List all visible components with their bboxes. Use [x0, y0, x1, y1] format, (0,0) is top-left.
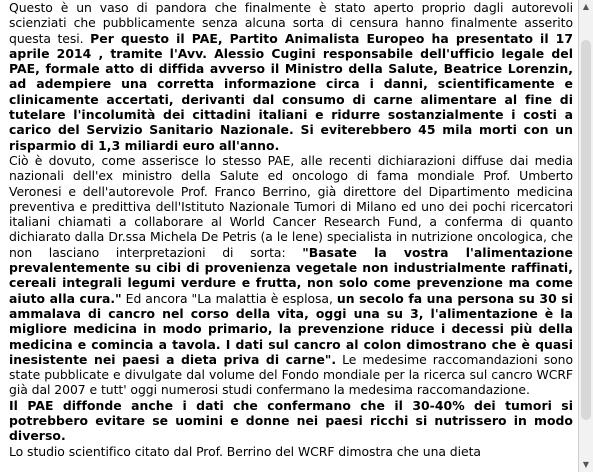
paragraph-2: [9, 153, 573, 398]
paragraph-2-mid: Ed ancora "La malattia è esplosa,: [121, 290, 337, 306]
scrollbar-thumb[interactable]: [581, 40, 591, 420]
vertical-scrollbar[interactable]: [578, 0, 593, 472]
arrow-up-icon[interactable]: ▲: [582, 2, 590, 11]
arrow-down-icon[interactable]: ▼: [582, 460, 590, 469]
paragraph-4: [9, 444, 573, 459]
paragraph-2-tail: Le medesime raccomandazioni sono state pubblicate e divulgate dal volume del Fondo mondiale per la ricerca sul cancro WCRF già dal 2007 e tutt' oggi numerosi studi confermano la medesima raccomandazione.: [9, 351, 573, 398]
paragraph-1-intro: Questo è un vaso di pandora che finalmente è stato aperto proprio dagli autorevoli scienziati che pubblicamente senza alcuna sorta di censura hanno finalmente asserito questa tesi.: [9, 0, 573, 46]
paragraph-2-quote-1: "Basate la vostra l'alimentazione prevalentemente su cibi di provenienza vegetale non industrialmente raffinati, cereali integrali legumi verdure e frutta, non solo come prevenzione ma come aiuto alla cura.": [9, 244, 573, 306]
paragraph-2-intro: Ciò è dovuto, come asserisce lo stesso PAE, alle recenti dichiarazioni diffuse dai media nazionali dell'ex ministro della Salute ed oncologo di fama mondiale Prof. Umberto Veronesi e dell'autorevole Prof. Franco Berrino, già direttore del Dipartimento medicina preventiva e predittiva dell'Istituto Nazionale Tumori di Milano ed uno dei pochi ricercatori italiani chiamati a collaborare al World Cancer Research Fund, a conferma di quanto dichiarato dalla Dr.ssa Michela De Petris (a le lene) specialista in nutrizione oncologica, che non lasciano interpretazioni di sorta:: [9, 152, 573, 260]
paragraph-1: [9, 0, 573, 153]
paragraph-3-bold: Il PAE diffonde anche i dati che confermano che il 30-40% dei tumori si potrebbero evitare se uomini e donne nei paesi ricchi si nutrissero in modo diverso.: [9, 397, 573, 444]
paragraph-4-partial: Lo studio scientifico citato dal Prof. Berrino del WCRF dimostra che una dieta: [9, 443, 481, 459]
paragraph-2-quote-2: un secolo fa una persona su 30 si ammalava di cancro nel corso della vita, oggi una su 3, l'alimentazione è la migliore medicina in modo primario, la prevenzione riduce i decessi più della medicina e comincia a tavola.: [9, 290, 573, 352]
paragraph-3: [9, 398, 573, 444]
paragraph-1-bold: Per questo il PAE, Partito Animalista Europeo ha presentato il 17 aprile 2014 , tramite l'Avv. Alessio Cugini responsabile dell'ufficio legale del PAE, formale atto di diffida avverso il Ministro della Salute, Beatrice Lorenzin, ad adempiere una corretta informazione circa i danni, scientificamente e clinicamente accertati, derivanti dal consumo di carne alimentare al fine di tutelare l'incolumità dei cittadini italiani e ridurre sostanzialmente i costi a carico del Servizio Sanitario Nazionale. Si eviterebbero 45 mila morti con un risparmio di 1,3 miliardi euro all'anno.: [9, 30, 573, 153]
paragraph-2-quote-3: I dati sul cancro al colon dimostrano che è quasi inesistente nei paesi a dieta priva di carne".: [9, 336, 573, 367]
